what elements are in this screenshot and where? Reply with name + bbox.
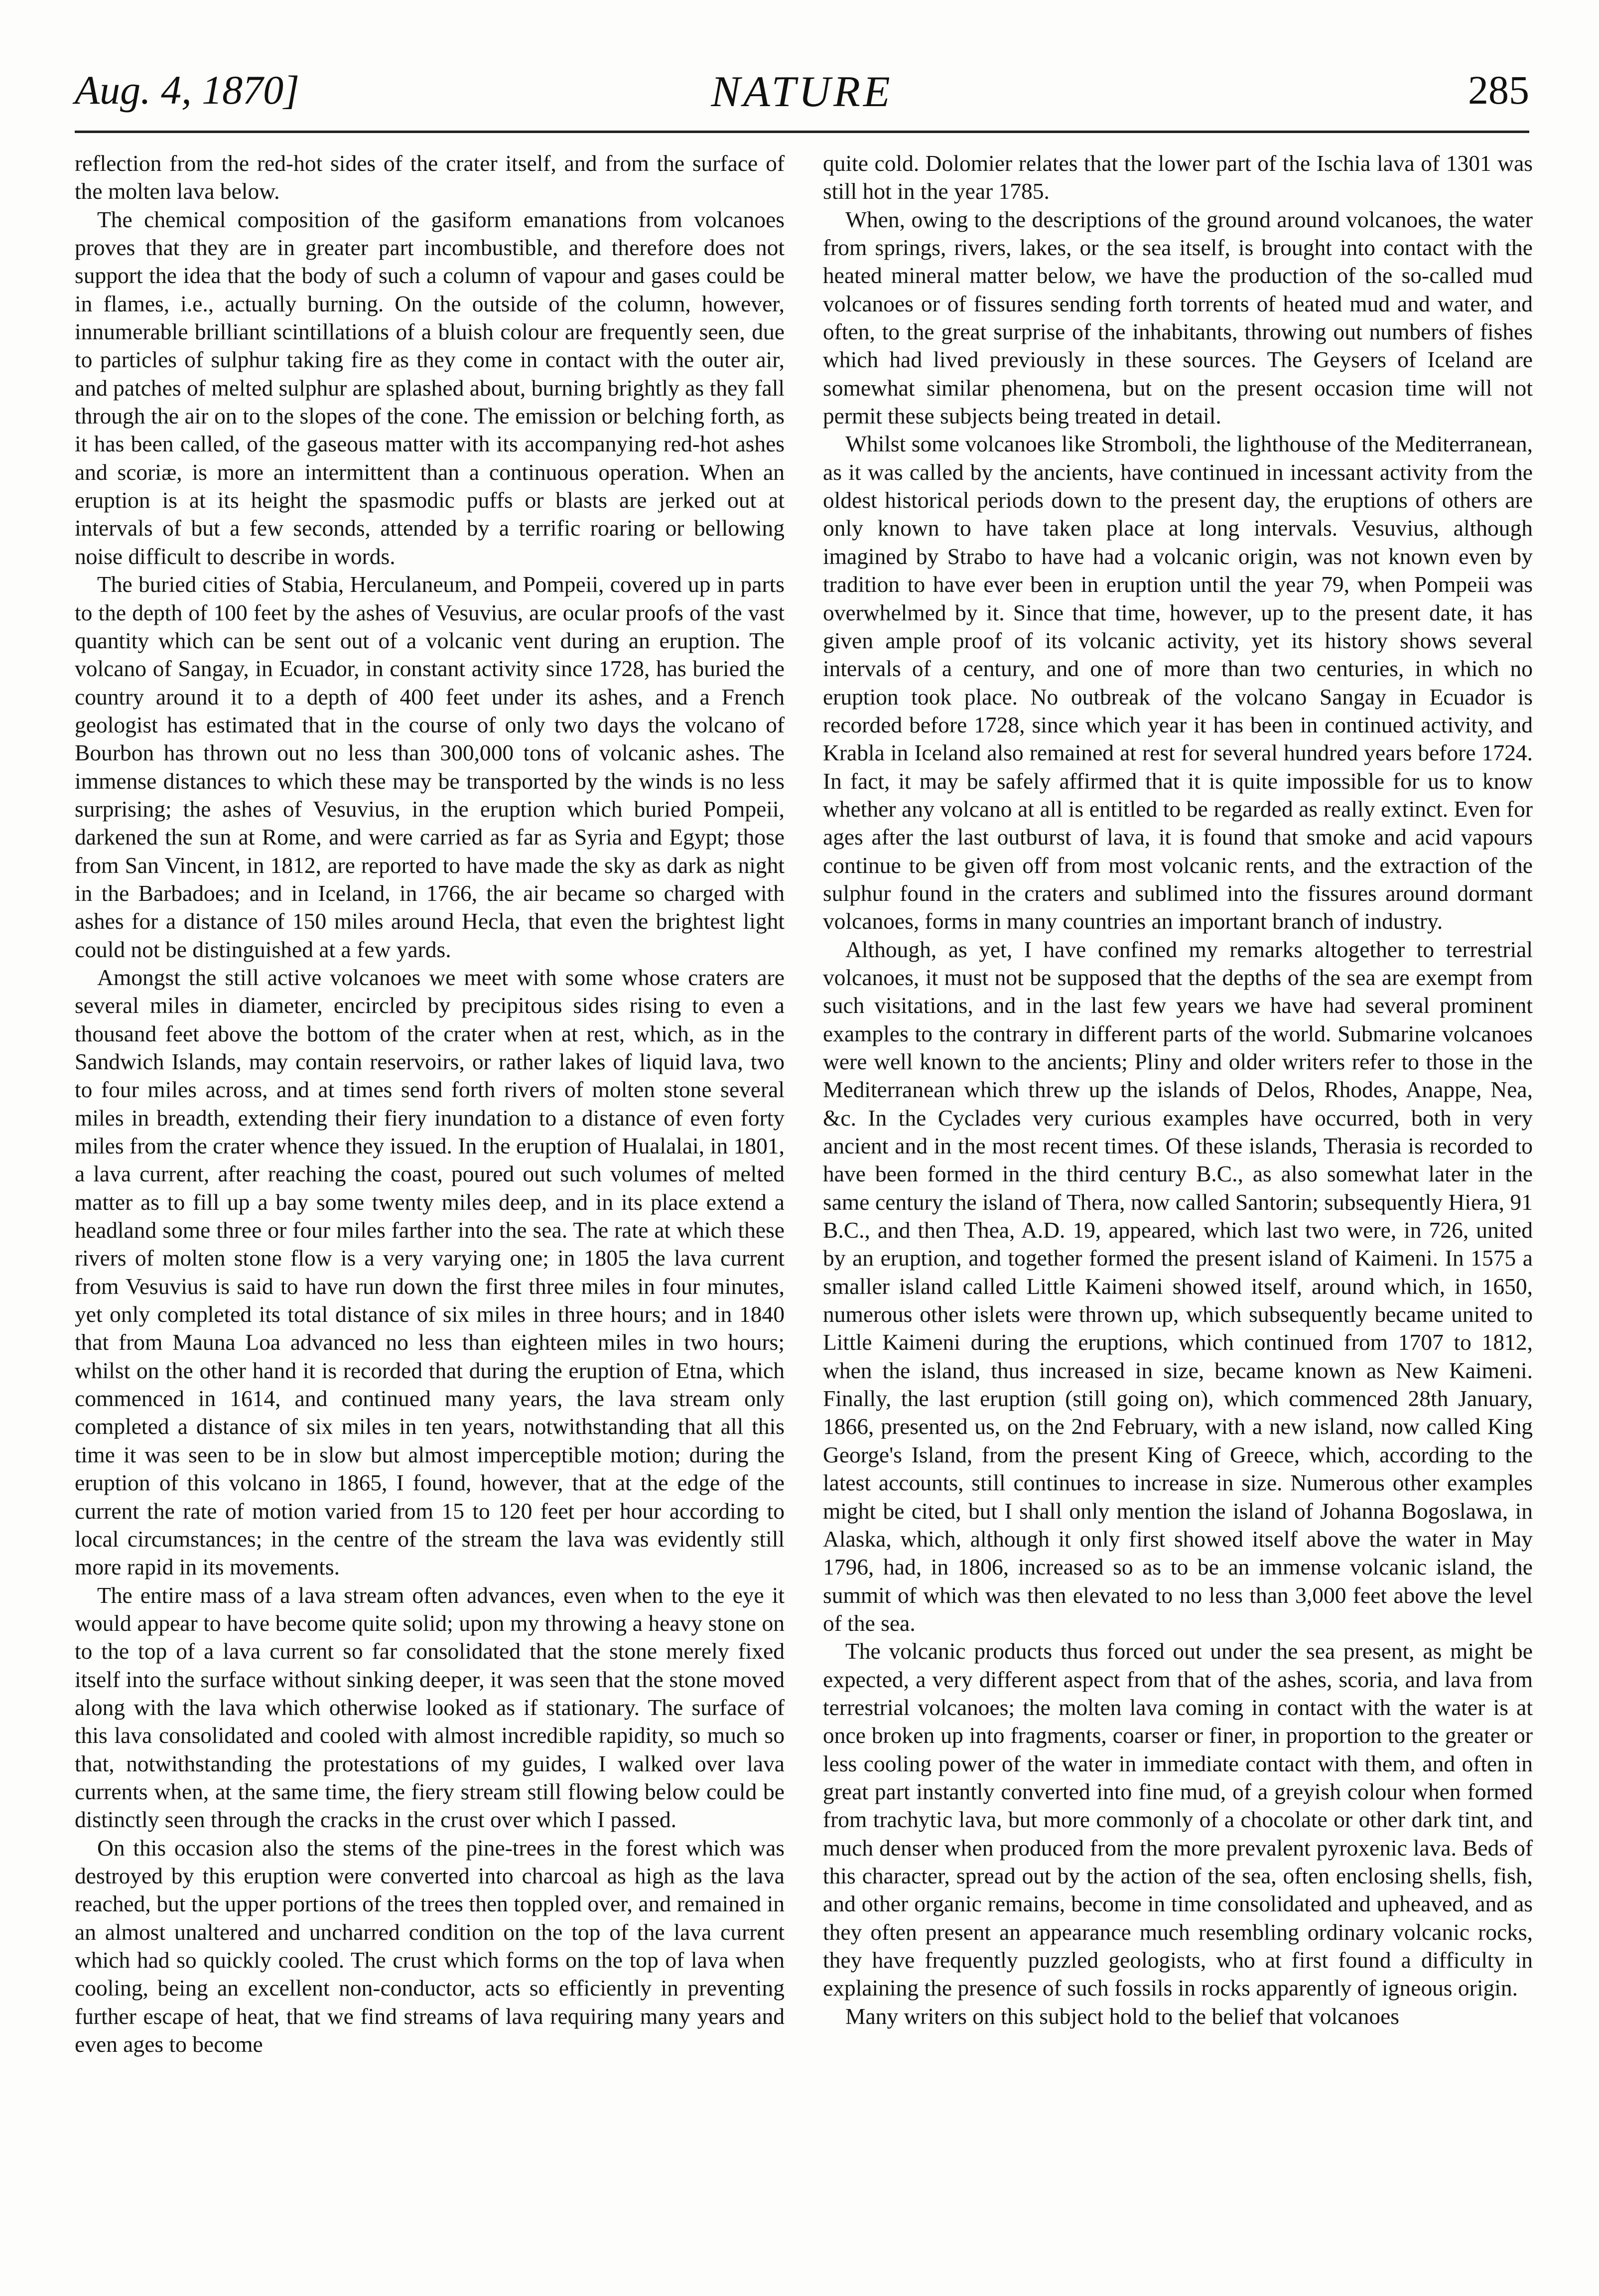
right-column bbox=[823, 149, 1533, 2030]
paragraph: The buried cities of Stabia, Herculaneum, and Pompeii, covered up in parts to the depth of 100 feet by the ashes of Vesuvius, are ocular proofs of the vast quantity which can be sent out of a volcanic vent during an eruption. The volcano of Sangay, in Ecuador, in constant activity since 1728, has buried the country around it to a depth of 400 feet under its ashes, and a French geologist has estimated that in the course of only two days the volcano of Bourbon has thrown out no less than 300,000 tons of volcanic ashes. The immense distances to which these may be transported by the winds is no less surprising; the ashes of Vesuvius, in the eruption which buried Pompeii, darkened the sun at Rome, and were carried as far as Syria and Egypt; those from San Vincent, in 1812, are reported to have made the sky as dark as night in the Barbadoes; and in Iceland, in 1766, the air became so charged with ashes for a distance of 150 miles around Hecla, that even the brightest light could not be distinguished at a few yards. bbox=[75, 572, 785, 962]
paragraph: Many writers on this subject hold to the belief that volcanoes bbox=[845, 2003, 1399, 2029]
paragraph: The volcanic products thus forced out under the sea present, as might be expected, a very different aspect from that of the ashes, scoria, and lava from terrestrial volcanoes; the molten lava coming in contact with the water is at once broken up into fragments, coarser or finer, in proportion to the greater or less cooling power of the water in immediate contact with them, and often in great part instantly converted into fine mud, of a greyish colour when formed from trachytic lava, but more commonly of a chocolate or other dark tint, and much denser when produced from the more prevalent pyroxenic lava. Beds of this character, spread out by the action of the sea, often enclosing shells, fish, and other organic remains, become in time consolidated and upheaved, and as they often present an appearance much resembling ordinary volcanic rocks, they have frequently puzzled geologists, who at first found a difficulty in explaining the presence of such fossils in rocks apparently of igneous origin. bbox=[823, 1638, 1533, 2001]
paragraph: Although, as yet, I have confined my remarks altogether to terrestrial volcanoes, it must not be supposed that the depths of the sea are exempt from such visitations, and in the last few years we have had several prominent examples to the contrary in different parts of the world. Submarine volcanoes were well known to the ancients; Pliny and older writers refer to those in the Mediterranean which threw up the islands of Delos, Rhodes, Anappe, Nea, &c. In the Cyclades very curious examples have occurred, both in very ancient and in the most recent times. Of these islands, Therasia is recorded to have been formed in the third century B.C., as also somewhat later in the same century the island of Thera, now called Santorin; subsequently Hiera, 91 B.C., and then Thea, A.D. 19, appeared, which last two were, in 726, united by an eruption, and together formed the present island of Kaimeni. In 1575 a smaller island called Little Kaimeni showed itself, around which, in 1650, numerous other islets were thrown up, which subsequently became united to Little Kaimeni during the eruptions, which continued from 1707 to 1812, when the island, thus increased in size, became known as New Kaimeni. Finally, the last eruption (still going on), which commenced 28th January, 1866, presented us, on the 2nd February, with a new island, now called King George's Island, from the present King of Greece, which, according to the latest accounts, still continues to increase in size. Numerous other examples might be cited, but I shall only mention the island of Johanna Bogoslawa, in Alaska, which, although it only first showed itself above the water in May 1796, had, in 1806, increased so as to be an immense volcanic island, the summit of which was then elevated to no less than 3,000 feet above the level of the sea. bbox=[823, 936, 1533, 1636]
paragraph: The entire mass of a lava stream often advances, even when to the eye it would appear to have become quite solid; upon my throwing a heavy stone on to the top of a lava current so far consolidated that the stone merely fixed itself into the surface without sinking deeper, it was seen that the stone moved along with the lava which otherwise looked as if stationary. The surface of this lava consolidated and cooled with almost incredible rapidity, so much so that, notwithstanding the protestations of my guides, I walked over lava currents when, at the same time, the fiery stream still flowing below could be distinctly seen through the cracks in the crust over which I passed. bbox=[75, 1582, 785, 1833]
paragraph: Whilst some volcanoes like Stromboli, the lighthouse of the Mediterranean, as it was called by the ancients, have continued in incessant activity from the oldest historical periods down to the present day, the eruptions of others are only known to have taken place at long intervals. Vesuvius, although imagined by Strabo to have had a volcanic origin, was not known even by tradition to have ever been in eruption until the year 79, when Pompeii was overwhelmed by it. Since that time, however, up to the present date, it has given ample proof of its volcanic activity, yet its history shows several intervals of a century, and one of more than two centuries, in which no eruption took place. No outbreak of the volcano Sangay in Ecuador is recorded before 1728, since which year it has been in continued activity, and Krabla in Iceland also remained at rest for several hundred years before 1724. In fact, it may be safely affirmed that it is quite impossible for us to know whether any volcano at all is entitled to be regarded as really extinct. Even for ages after the last outburst of lava, it is found that smoke and acid vapours continue to be given off from most volcanic rents, and the extraction of the sulphur found in the craters and sublimed into the fissures around dormant volcanoes, forms in many countries an important branch of industry. bbox=[823, 431, 1533, 934]
page-number: 285 bbox=[1468, 67, 1529, 113]
header-date: Aug. 4, 1870] bbox=[75, 67, 299, 113]
paragraph: When, owing to the descriptions of the ground around volcanoes, the water from springs, rivers, lakes, or the sea itself, is brought into contact with the heated mineral matter below, we have the production of the so-called mud volcanoes or of fissures sending forth torrents of heated mud and water, and often, to the great surprise of the inhabitants, throwing out numbers of fishes which had lived previously in these sources. The Geysers of Iceland are somewhat similar phenomena, but on the present occasion time will not permit these subjects being treated in detail. bbox=[823, 206, 1533, 429]
paragraph: quite cold. Dolomier relates that the lower part of the Ischia lava of 1301 was still hot in the year 1785. bbox=[823, 150, 1533, 204]
paragraph: reflection from the red-hot sides of the crater itself, and from the surface of the molten lava below. bbox=[75, 150, 785, 204]
paragraph: Amongst the still active volcanoes we meet with some whose craters are several miles in diameter, encircled by precipitous sides rising to even a thousand feet above the bottom of the crater when at rest, which, as in the Sandwich Islands, may contain reservoirs, or rather lakes of liquid lava, two to four miles across, and at times send forth rivers of molten stone several miles in breadth, extending their fiery inundation to a distance of even forty miles from the crater whence they issued. In the eruption of Hualalai, in 1801, a lava current, after reaching the coast, poured out such volumes of melted matter as to fill up a bay some twenty miles deep, and in its place extend a headland some three or four miles farther into the sea. The rate at which these rivers of molten stone flow is a very varying one; in 1805 the lava current from Vesuvius is said to have run down the first three miles in four minutes, yet only completed its total distance of six miles in three hours; and in 1840 that from Mauna Loa advanced no less than eighteen miles in two hours; whilst on the other hand it is recorded that during the eruption of Etna, which commenced in 1614, and continued many years, the lava stream only completed a distance of six miles in ten years, notwithstanding that all this time it was seen to be in slow but almost imperceptible motion; during the eruption of this volcano in 1865, I found, however, that at the edge of the current the rate of motion varied from 15 to 120 feet per hour according to local circumstances; in the centre of the stream the lava was evidently still more rapid in its movements. bbox=[75, 964, 785, 1580]
header-rule bbox=[75, 131, 1529, 133]
page-header bbox=[75, 60, 1529, 125]
left-column bbox=[75, 149, 785, 2058]
paragraph: The chemical composition of the gasiform emanations from volcanoes proves that they are in greater part incombustible, and therefore does not support the idea that the body of such a column of vapour and gases could be in flames, i.e., actually burning. On the outside of the column, however, innumerable brilliant scintillations of a bluish colour are frequently seen, due to particles of sulphur taking fire as they come in contact with the outer air, and patches of melted sulphur are splashed about, burning brightly as they fall through the air on to the slopes of the cone. The emission or belching forth, as it has been called, of the gaseous matter with its accompanying red-hot ashes and scoriæ, is more an intermittent than a continuous operation. When an eruption is at its height the spasmodic puffs or blasts are jerked out at intervals of but a few seconds, attended by a terrific roaring or bellowing noise difficult to describe in words. bbox=[75, 206, 785, 569]
journal-title: NATURE bbox=[711, 68, 893, 116]
paragraph: On this occasion also the stems of the pine-trees in the forest which was destroyed by this eruption were converted into charcoal as high as the lava reached, but the upper portions of the trees then toppled over, and remained in an almost unaltered and uncharred condition on the top of the lava current which had so quickly cooled. The crust which forms on the top of lava when cooling, being an excellent non-conductor, acts so efficiently in preventing further escape of heat, that we find streams of lava requiring many years and even ages to become bbox=[75, 1835, 785, 2057]
